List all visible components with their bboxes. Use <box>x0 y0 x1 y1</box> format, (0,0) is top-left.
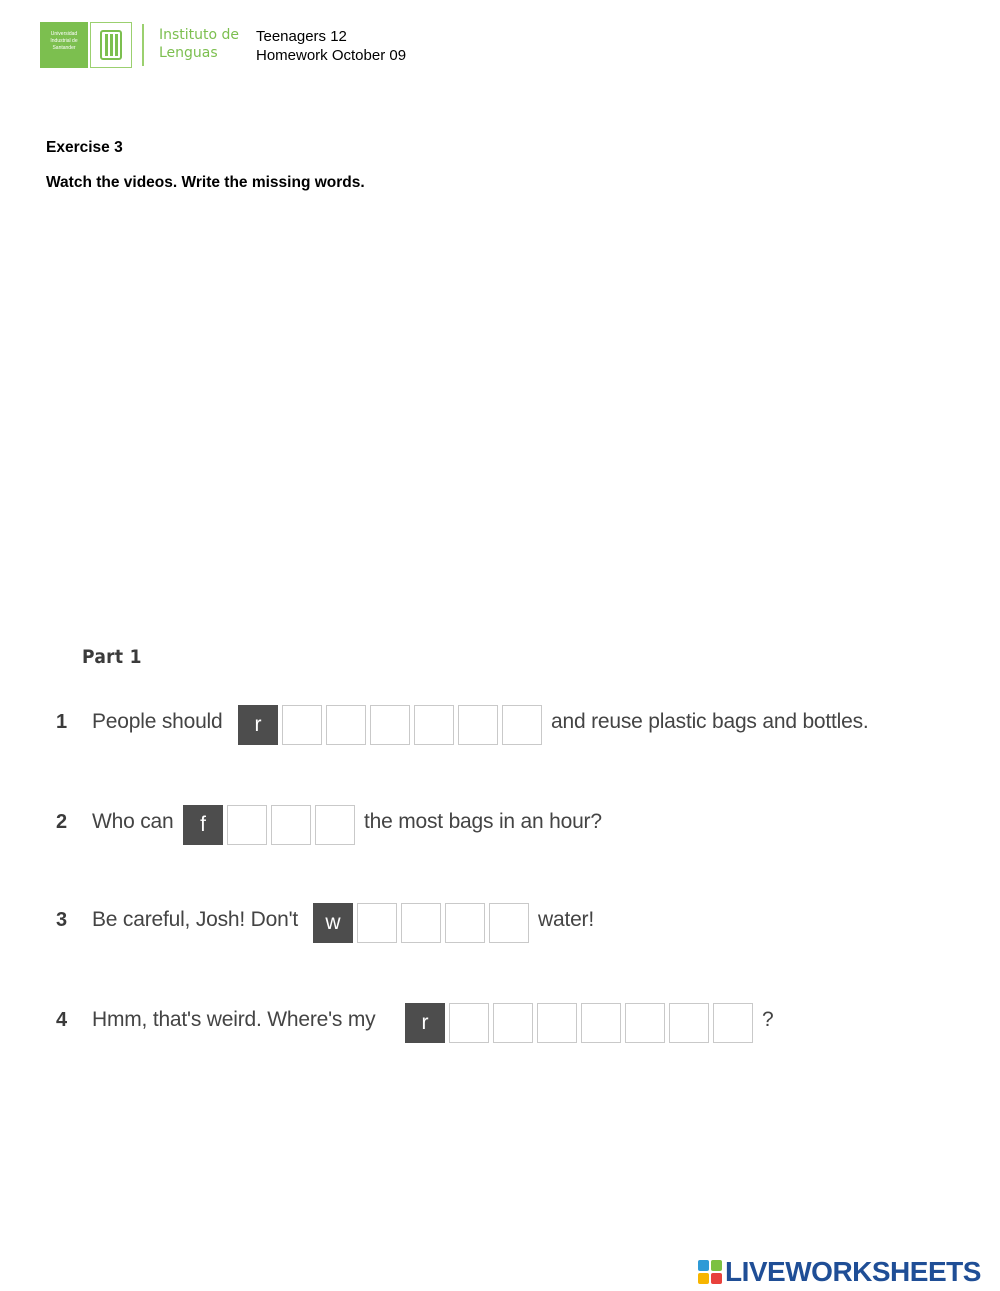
letter-input-box[interactable] <box>414 705 454 745</box>
letter-input[interactable] <box>228 806 266 844</box>
item-number: 3 <box>56 909 68 931</box>
letter-input-box[interactable] <box>581 1003 621 1043</box>
letter-input[interactable] <box>415 706 453 744</box>
letter-input-box[interactable] <box>326 705 366 745</box>
letter-input-box[interactable] <box>282 705 322 745</box>
given-letter-box: f <box>183 805 223 845</box>
letter-input-box[interactable] <box>227 805 267 845</box>
letter-input-box[interactable] <box>669 1003 709 1043</box>
exercise-title: Exercise 3 <box>46 139 123 156</box>
letter-input-box[interactable] <box>271 805 311 845</box>
letter-input-box[interactable] <box>357 903 397 943</box>
logo-divider <box>142 24 144 66</box>
letter-input[interactable] <box>283 706 321 744</box>
letter-input-box[interactable] <box>445 903 485 943</box>
university-logo-block: Universidad Industrial de Santander <box>40 22 88 68</box>
letter-input-box[interactable] <box>458 705 498 745</box>
letter-input[interactable] <box>538 1004 576 1042</box>
given-letter-box: r <box>238 705 278 745</box>
brand-name: LIVEWORKSHEETS <box>725 1256 981 1287</box>
letter-input[interactable] <box>402 904 440 942</box>
institution-logo <box>40 22 240 70</box>
letter-input[interactable] <box>582 1004 620 1042</box>
sentence-end: ? <box>762 1008 774 1031</box>
header-info <box>256 27 406 65</box>
liveworksheets-icon <box>698 1260 722 1284</box>
letter-input[interactable] <box>459 706 497 744</box>
letter-input[interactable] <box>450 1004 488 1042</box>
letter-input[interactable] <box>371 706 409 744</box>
letter-input[interactable] <box>670 1004 708 1042</box>
letter-input[interactable] <box>316 806 354 844</box>
letter-input-box[interactable] <box>489 903 529 943</box>
item-number: 2 <box>56 811 68 833</box>
part-title: Part 1 <box>82 646 142 668</box>
letter-input[interactable] <box>494 1004 532 1042</box>
letter-input-box[interactable] <box>502 705 542 745</box>
letter-input-box[interactable] <box>713 1003 753 1043</box>
letter-input[interactable] <box>272 806 310 844</box>
letter-input[interactable] <box>626 1004 664 1042</box>
letter-input-box[interactable] <box>449 1003 489 1043</box>
item-number: 1 <box>56 711 68 733</box>
letter-input-box[interactable] <box>537 1003 577 1043</box>
letter-input[interactable] <box>714 1004 752 1042</box>
course-name: Teenagers 12 <box>256 28 347 45</box>
sentence-start: Who can <box>92 810 174 833</box>
letter-input[interactable] <box>327 706 365 744</box>
letter-input-box[interactable] <box>370 705 410 745</box>
sentence-start: People should <box>92 710 223 733</box>
letter-input-box[interactable] <box>401 903 441 943</box>
given-letter-box: r <box>405 1003 445 1043</box>
item-number: 4 <box>56 1009 68 1031</box>
sentence-end: and reuse plastic bags and bottles. <box>551 710 869 733</box>
letter-input[interactable] <box>503 706 541 744</box>
letter-input-box[interactable] <box>493 1003 533 1043</box>
letter-input[interactable] <box>446 904 484 942</box>
letter-input-box[interactable] <box>315 805 355 845</box>
homework-date: Homework October 09 <box>256 47 407 64</box>
sentence-start: Hmm, that's weird. Where's my <box>92 1008 376 1031</box>
sentence-start: Be careful, Josh! Don't <box>92 908 299 931</box>
letter-input[interactable] <box>490 904 528 942</box>
uis-emblem-icon <box>90 22 132 68</box>
exercise-instructions: Watch the videos. Write the missing words. <box>46 174 365 191</box>
sentence-end: the most bags in an hour? <box>364 810 602 833</box>
letter-input-box[interactable] <box>625 1003 665 1043</box>
sentence-end: water! <box>538 908 594 931</box>
letter-input[interactable] <box>358 904 396 942</box>
institute-name: Instituto de Lenguas <box>159 27 240 61</box>
given-letter-box: w <box>313 903 353 943</box>
